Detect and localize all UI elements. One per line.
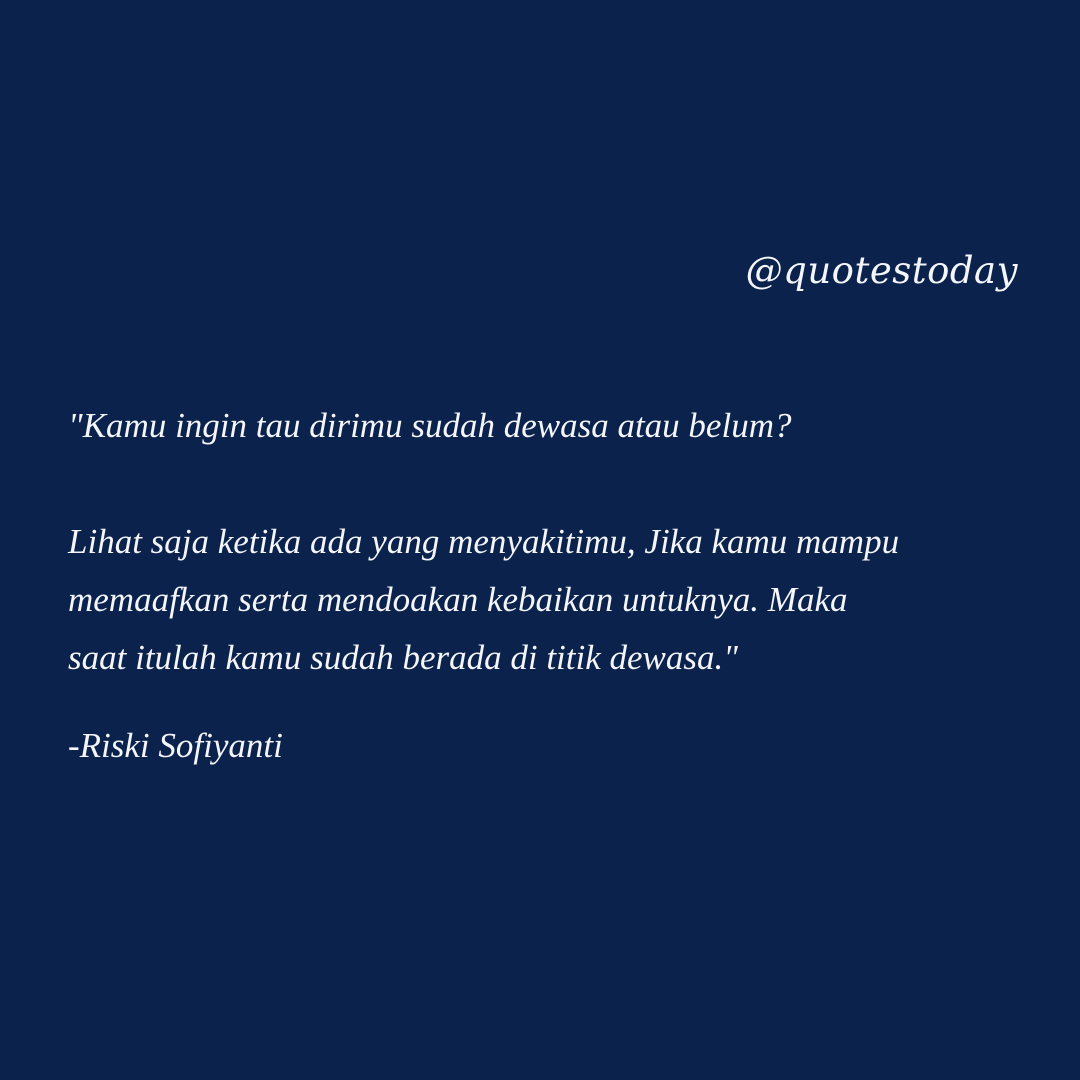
quote-author: -Riski Sofiyanti <box>68 726 283 765</box>
paragraph-gap <box>68 455 1028 513</box>
quote-line-1: "Kamu ingin tau dirimu sudah dewasa atau belum? <box>68 406 792 445</box>
quote-line-2: Lihat saja ketika ada yang menyakitimu, Jika kamu mampu <box>68 522 900 561</box>
quote-line-3: memaafkan serta mendoakan kebaikan untuknya. Maka <box>68 580 848 619</box>
quote-line-4: saat itulah kamu sudah berada di titik dewasa." <box>68 638 738 677</box>
account-handle: @quotestoday <box>745 249 1018 292</box>
quote-text-block <box>68 397 1028 775</box>
